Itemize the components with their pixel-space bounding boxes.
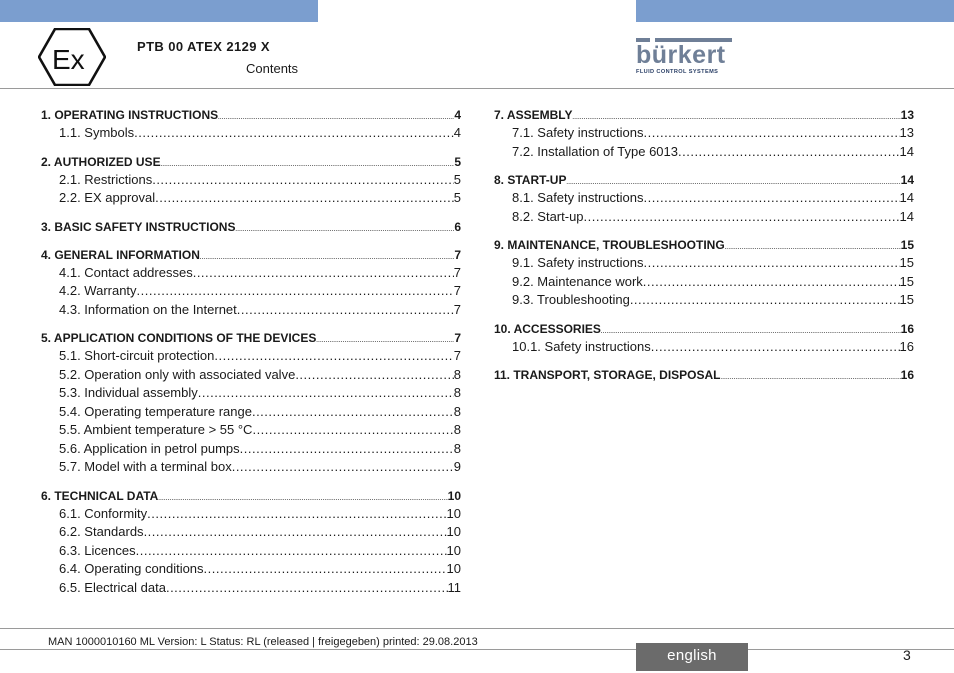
toc-entry-page: 7 (454, 331, 461, 345)
toc-chapter-entry[interactable] (494, 236, 914, 254)
toc-entry-label: 5.6. Application in petrol pumps (59, 440, 240, 456)
toc-entry-label: 6.1. Conformity (59, 505, 148, 521)
language-tab: english (636, 643, 748, 671)
toc-chapter-entry[interactable] (41, 329, 461, 347)
toc-section-entry[interactable] (41, 124, 461, 143)
toc-entry-label: 2.2. EX approval (59, 190, 156, 205)
toc-entry-label: 8.1. Safety instructions (512, 190, 644, 205)
toc-entry-label: 7.1. Safety instructions (512, 125, 644, 140)
toc-entry-label: 5.5. Ambient temperature > 55 °C (59, 422, 253, 437)
toc-entry-label: 5.1. Short-circuit protection (59, 348, 215, 363)
toc-entry-page: 15 (899, 273, 914, 289)
toc-entry-page: 14 (900, 173, 914, 187)
toc-entry-label: 2.1. Restrictions (59, 171, 153, 187)
ex-hazard-icon (38, 28, 106, 86)
toc-entry-label: 9.2. Maintenance work (512, 273, 643, 289)
toc-dot-leader (295, 366, 453, 385)
toc-dot-leader (721, 369, 901, 387)
toc-dot-leader (198, 384, 454, 403)
toc-section-entry[interactable] (41, 189, 461, 208)
brand-name: bürkert (636, 41, 726, 69)
toc-dot-leader (678, 143, 900, 162)
toc-dot-leader (644, 124, 900, 143)
toc-section-entry[interactable] (494, 189, 914, 208)
toc-entry-label: 4.2. Warranty (59, 283, 137, 298)
toc-dot-leader (136, 542, 447, 561)
toc-dot-leader (134, 124, 454, 143)
toc-chapter-entry[interactable] (494, 171, 914, 189)
toc-entry-page: 10 (446, 505, 461, 521)
toc-entry-page: 8 (453, 366, 461, 382)
toc-entry-page: 8 (453, 422, 461, 437)
toc-entry-page: 8 (453, 440, 461, 456)
toc-entry-label: 4.1. Contact addresses (59, 264, 193, 280)
toc-entry-page: 8 (453, 385, 461, 400)
toc-chapter-entry[interactable] (41, 246, 461, 264)
toc-entry-page: 5 (453, 171, 461, 187)
toc-section-entry[interactable] (494, 208, 914, 227)
toc-entry-page: 9 (453, 459, 461, 474)
toc-entry-page: 11 (447, 579, 461, 595)
toc-entry-page: 8 (453, 403, 461, 419)
toc-entry-page: 14 (899, 190, 914, 205)
toc-section-entry[interactable] (41, 366, 461, 385)
toc-entry-page: 16 (900, 368, 914, 382)
toc-chapter-entry[interactable] (494, 366, 914, 384)
toc-entry-page: 16 (899, 338, 914, 354)
toc-dot-leader (643, 273, 900, 292)
toc-dot-leader (252, 403, 454, 422)
toc-section-entry[interactable] (41, 347, 461, 366)
toc-entry-label: 2. AUTHORIZED USE (41, 154, 161, 169)
toc-entry-page: 7 (453, 264, 461, 280)
toc-entry-label: 9. MAINTENANCE, TROUBLESHOOTING (494, 238, 725, 252)
toc-chapter-entry[interactable] (41, 106, 461, 124)
toc-entry-label: 4.3. Information on the Internet (59, 301, 237, 317)
toc-entry-label: 7. ASSEMBLY (494, 108, 573, 122)
toc-section-entry[interactable] (41, 421, 461, 440)
toc-dot-leader (152, 171, 454, 190)
toc-section-entry[interactable] (494, 254, 914, 273)
toc-entry-page: 7 (453, 348, 461, 363)
toc-entry-page: 10 (447, 488, 461, 503)
toc-entry-page: 7 (454, 247, 461, 262)
toc-entry-page: 5 (453, 190, 461, 205)
toc-section-entry[interactable] (41, 505, 461, 524)
toc-chapter-entry[interactable] (494, 320, 914, 338)
toc-entry-page: 7 (453, 283, 461, 298)
toc-entry-label: 9.3. Troubleshooting (512, 292, 630, 307)
toc-chapter-entry[interactable] (494, 106, 914, 124)
toc-dot-leader (137, 282, 454, 301)
toc-entry-label: 10.1. Safety instructions (512, 338, 651, 354)
toc-entry-page: 7 (453, 301, 461, 317)
toc-entry-page: 6 (454, 219, 461, 234)
toc-entry-page: 10 (446, 524, 461, 539)
toc-entry-label: 8.2. Start-up (512, 208, 584, 224)
toc-dot-leader (204, 560, 447, 579)
toc-dot-leader (651, 338, 900, 357)
toc-section-entry[interactable] (41, 171, 461, 190)
toc-dot-leader (147, 505, 446, 524)
toc-section-entry[interactable] (494, 273, 914, 292)
toc-dot-leader (584, 208, 900, 227)
toc-section-entry[interactable] (41, 301, 461, 320)
toc-entry-page: 4 (454, 108, 461, 122)
brand-tagline: FLUID CONTROL SYSTEMS (636, 69, 719, 75)
toc-dot-leader (232, 458, 454, 477)
toc-entry-label: 5.4. Operating temperature range (59, 403, 252, 419)
toc-dot-leader (193, 264, 454, 283)
toc-section-entry[interactable] (41, 579, 461, 598)
toc-dot-leader (144, 523, 447, 542)
brand-logo (636, 38, 732, 78)
toc-section-entry[interactable] (41, 542, 461, 561)
toc-section-entry[interactable] (41, 282, 461, 301)
toc-dot-leader (644, 189, 900, 208)
toc-section-entry[interactable] (41, 403, 461, 422)
toc-entry-label: 1. OPERATING INSTRUCTIONS (41, 108, 219, 122)
toc-section-entry[interactable] (494, 291, 914, 310)
toc-entry-label: 6.3. Licences (59, 542, 136, 558)
toc-dot-leader (252, 421, 453, 440)
section-subtitle: Contents (246, 61, 299, 76)
toc-entry-page: 15 (899, 255, 914, 270)
toc-dot-leader (630, 291, 900, 310)
toc-section-entry[interactable] (41, 523, 461, 542)
toc-entry-label: 6. TECHNICAL DATA (41, 488, 159, 503)
toc-entry-label: 5.3. Individual assembly (59, 385, 198, 400)
document-info: MAN 1000010160 ML Version: L Status: RL (released | freigegeben) printed: 29.08.2013 (48, 636, 478, 648)
header-divider (0, 88, 954, 89)
toc-section-entry[interactable] (494, 124, 914, 143)
toc-entry-page: 13 (899, 125, 914, 140)
toc-entry-label: 6.2. Standards (59, 524, 144, 539)
toc-entry-label: 11. TRANSPORT, STORAGE, DISPOSAL (494, 368, 721, 382)
toc-entry-page: 14 (899, 208, 914, 224)
toc-entry-label: 9.1. Safety instructions (512, 255, 644, 270)
toc-entry-page: 4 (453, 125, 461, 140)
toc-section-entry[interactable] (494, 338, 914, 357)
page-number: 3 (903, 647, 911, 663)
toc-entry-page: 15 (900, 238, 914, 252)
toc-dot-leader (235, 221, 454, 239)
header-accent-bar-left (0, 0, 318, 22)
toc-entry-label: 3. BASIC SAFETY INSTRUCTIONS (41, 219, 236, 234)
toc-entry-label: 5.7. Model with a terminal box (59, 459, 232, 474)
toc-entry-page: 10 (446, 542, 461, 558)
toc-section-entry[interactable] (41, 440, 461, 459)
toc-dot-leader (166, 579, 448, 598)
toc-entry-label: 7.2. Installation of Type 6013 (512, 143, 678, 159)
toc-entry-label: 6.4. Operating conditions (59, 561, 204, 576)
toc-dot-leader (240, 440, 454, 459)
toc-entry-label: 5.2. Operation only with associated valve (59, 366, 296, 382)
toc-entry-page: 14 (899, 143, 914, 159)
ex-symbol-text: Ex (52, 44, 85, 75)
toc-dot-leader (237, 301, 454, 320)
toc-section-entry[interactable] (41, 560, 461, 579)
toc-chapter-entry[interactable] (41, 218, 461, 236)
toc-column-right (494, 106, 914, 384)
toc-entry-page: 13 (900, 108, 914, 122)
toc-section-entry[interactable] (41, 458, 461, 477)
toc-entry-label: 4. GENERAL INFORMATION (41, 247, 200, 262)
document-title: PTB 00 ATEX 2129 X (137, 39, 270, 54)
toc-entry-page: 5 (454, 154, 461, 169)
toc-dot-leader (644, 254, 900, 273)
footer-divider-bottom (0, 649, 954, 650)
toc-section-entry[interactable] (41, 264, 461, 283)
header-accent-bar-right (636, 0, 954, 22)
toc-entry-label: 1.1. Symbols (59, 125, 135, 140)
toc-chapter-entry[interactable] (41, 487, 461, 505)
toc-column-left (41, 106, 461, 597)
toc-dot-leader (155, 189, 454, 208)
toc-chapter-entry[interactable] (41, 153, 461, 171)
toc-entry-page: 10 (446, 561, 461, 576)
toc-section-entry[interactable] (494, 143, 914, 162)
toc-dot-leader (214, 347, 453, 366)
toc-entry-label: 8. START-UP (494, 173, 567, 187)
toc-section-entry[interactable] (41, 384, 461, 403)
toc-entry-label: 5. APPLICATION CONDITIONS OF THE DEVICES (41, 331, 317, 345)
footer-divider-top (0, 628, 954, 629)
toc-entry-page: 16 (900, 321, 914, 336)
toc-entry-page: 15 (899, 292, 914, 307)
toc-entry-label: 10. ACCESSORIES (494, 321, 601, 336)
toc-entry-label: 6.5. Electrical data (59, 579, 166, 595)
